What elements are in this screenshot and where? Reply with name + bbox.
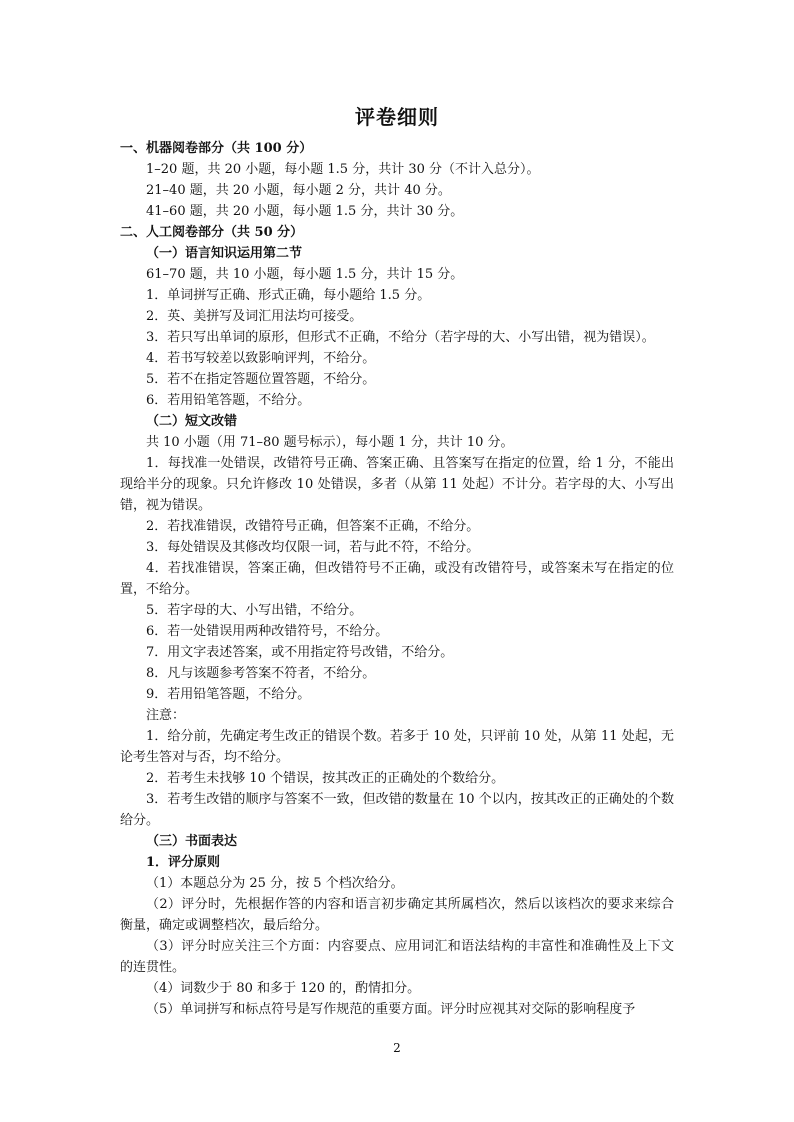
document-body <box>120 138 674 1020</box>
text-line: 2．若考生未找够 10 个错误，按其改正的正确处的个数给分。 <box>146 771 505 786</box>
subsection-heading: （二）短文改错 <box>146 414 238 429</box>
text-line: 4．若找准错误，答案正确，但改错符号不正确，或没有改错符号，或答案未写在指定的位置，不给分。 <box>120 561 674 597</box>
text-line: 1–20 题，共 20 小题，每小题 1.5 分，共计 30 分（不计入总分）。 <box>146 162 540 177</box>
text-line: 3．若考生改错的顺序与答案不一致，但改错的数量在 10 个以内，按其改正的正确处的个数给分。 <box>120 792 674 828</box>
text-line: （5）单词拼写和标点符号是写作规范的重要方面。评分时应视其对交际的影响程度予 <box>146 1002 636 1017</box>
text-line: 6．若一处错误用两种改错符号，不给分。 <box>146 624 389 639</box>
text-line: 21–40 题，共 20 小题，每小题 2 分，共计 40 分。 <box>146 183 451 198</box>
text-line: 41–60 题，共 20 小题，每小题 1.5 分，共计 30 分。 <box>146 204 464 219</box>
text-line: 1．单词拼写正确、形式正确，每小题给 1.5 分。 <box>146 288 431 303</box>
text-line: （1）本题总分为 25 分，按 5 个档次给分。 <box>146 876 404 891</box>
text-line: （3）评分时应关注三个方面：内容要点、应用词汇和语法结构的丰富性和准确性及上下文的连贯性。 <box>120 939 674 975</box>
text-line: 1．每找准一处错误，改错符号正确、答案正确、且答案写在指定的位置，给 1 分，不能出现给半分的现象。只允许修改 10 处错误，多者（从第 11 处起）不计分。若字母的大、小写出错，视为错误。 <box>120 456 674 513</box>
text-line: 注意： <box>146 708 186 723</box>
subsection-heading: 1．评分原则 <box>146 855 221 870</box>
text-line: 5．若字母的大、小写出错，不给分。 <box>146 603 363 618</box>
text-line: 9．若用铅笔答题，不给分。 <box>146 687 311 702</box>
text-line: 4．若书写较差以致影响评判，不给分。 <box>146 351 376 366</box>
text-line: 5．若不在指定答题位置答题，不给分。 <box>146 372 376 387</box>
page-title: 评卷细则 <box>355 105 439 129</box>
text-line: 6．若用铅笔答题，不给分。 <box>146 393 311 408</box>
text-line: 1．给分前，先确定考生改正的错误个数。若多于 10 处，只评前 10 处，从第 11 处起，无论考生答对与否，均不给分。 <box>120 729 674 765</box>
text-line: （2）评分时，先根据作答的内容和语言初步确定其所属档次，然后以该档次的要求来综合衡量，确定或调整档次，最后给分。 <box>120 897 674 933</box>
text-line: 7．用文字表述答案，或不用指定符号改错，不给分。 <box>146 645 454 660</box>
section-heading: 二、人工阅卷部分（共 50 分） <box>120 225 304 240</box>
text-line: 8．凡与该题参考答案不符者，不给分。 <box>146 666 376 681</box>
text-line: 共 10 小题（用 71–80 题号标示），每小题 1 分，共计 10 分。 <box>146 435 514 450</box>
text-line: 3．每处错误及其修改均仅限一词，若与此不符，不给分。 <box>146 540 480 555</box>
text-line: 2．英、美拼写及词汇用法均可接受。 <box>146 309 363 324</box>
text-line: 3．若只写出单词的原形，但形式不正确，不给分（若字母的大、小写出错，视为错误）。 <box>146 330 655 345</box>
text-line: 2．若找准错误，改错符号正确，但答案不正确，不给分。 <box>146 519 480 534</box>
text-line: 61–70 题，共 10 小题，每小题 1.5 分，共计 15 分。 <box>146 267 464 282</box>
subsection-heading: （三）书面表达 <box>146 834 238 849</box>
subsection-heading: （一）语言知识运用第二节 <box>146 246 303 261</box>
section-heading: 一、机器阅卷部分（共 100 分） <box>120 141 313 156</box>
page-number: 2 <box>393 1041 401 1055</box>
text-line: （4）词数少于 80 和多于 120 的，酌情扣分。 <box>146 981 421 996</box>
